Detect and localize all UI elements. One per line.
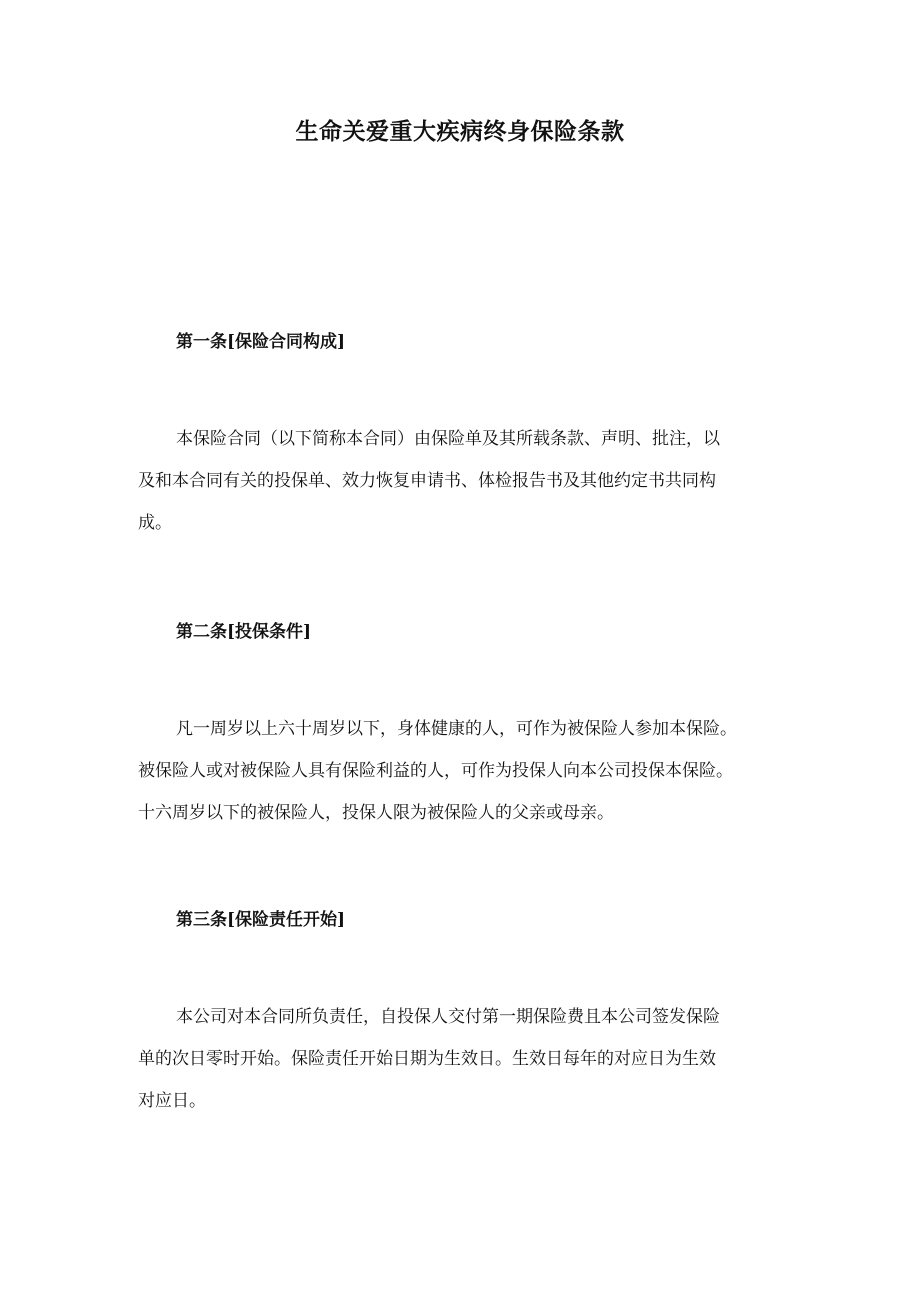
article-2-line-2: 被保险人或对被保险人具有保险利益的人，可作为投保人向本公司投保本保险。 (138, 761, 733, 781)
article-2-line-1: 凡一周岁以上六十周岁以下，身体健康的人，可作为被保险人参加本保险。 (176, 719, 737, 739)
article-2-line-3: 十六周岁以下的被保险人，投保人限为被保险人的父亲或母亲。 (138, 803, 614, 823)
article-1-line-2: 及和本合同有关的投保单、效力恢复申请书、体检报告书及其他约定书共同构 (138, 471, 716, 491)
article-3-line-2: 单的次日零时开始。保险责任开始日期为生效日。生效日每年的对应日为生效 (138, 1049, 716, 1069)
article-3-line-1: 本公司对本合同所负责任，自投保人交付第一期保险费且本公司签发保险 (176, 1007, 720, 1027)
article-2-heading: 第二条[投保条件] (176, 622, 312, 642)
article-3-heading: 第三条[保险责任开始] (176, 910, 346, 930)
article-1-body (138, 418, 788, 544)
article-3-line-3: 对应日。 (138, 1091, 206, 1111)
article-1-line-3: 成。 (138, 513, 172, 533)
article-1-line-1: 本保险合同（以下简称本合同）由保险单及其所载条款、声明、批注，以 (176, 429, 720, 449)
article-3-body (138, 996, 788, 1122)
document-title: 生命关爱重大疾病终身保险条款 (295, 119, 625, 145)
article-1-heading: 第一条[保险合同构成] (176, 332, 346, 352)
article-2-body (138, 708, 788, 834)
